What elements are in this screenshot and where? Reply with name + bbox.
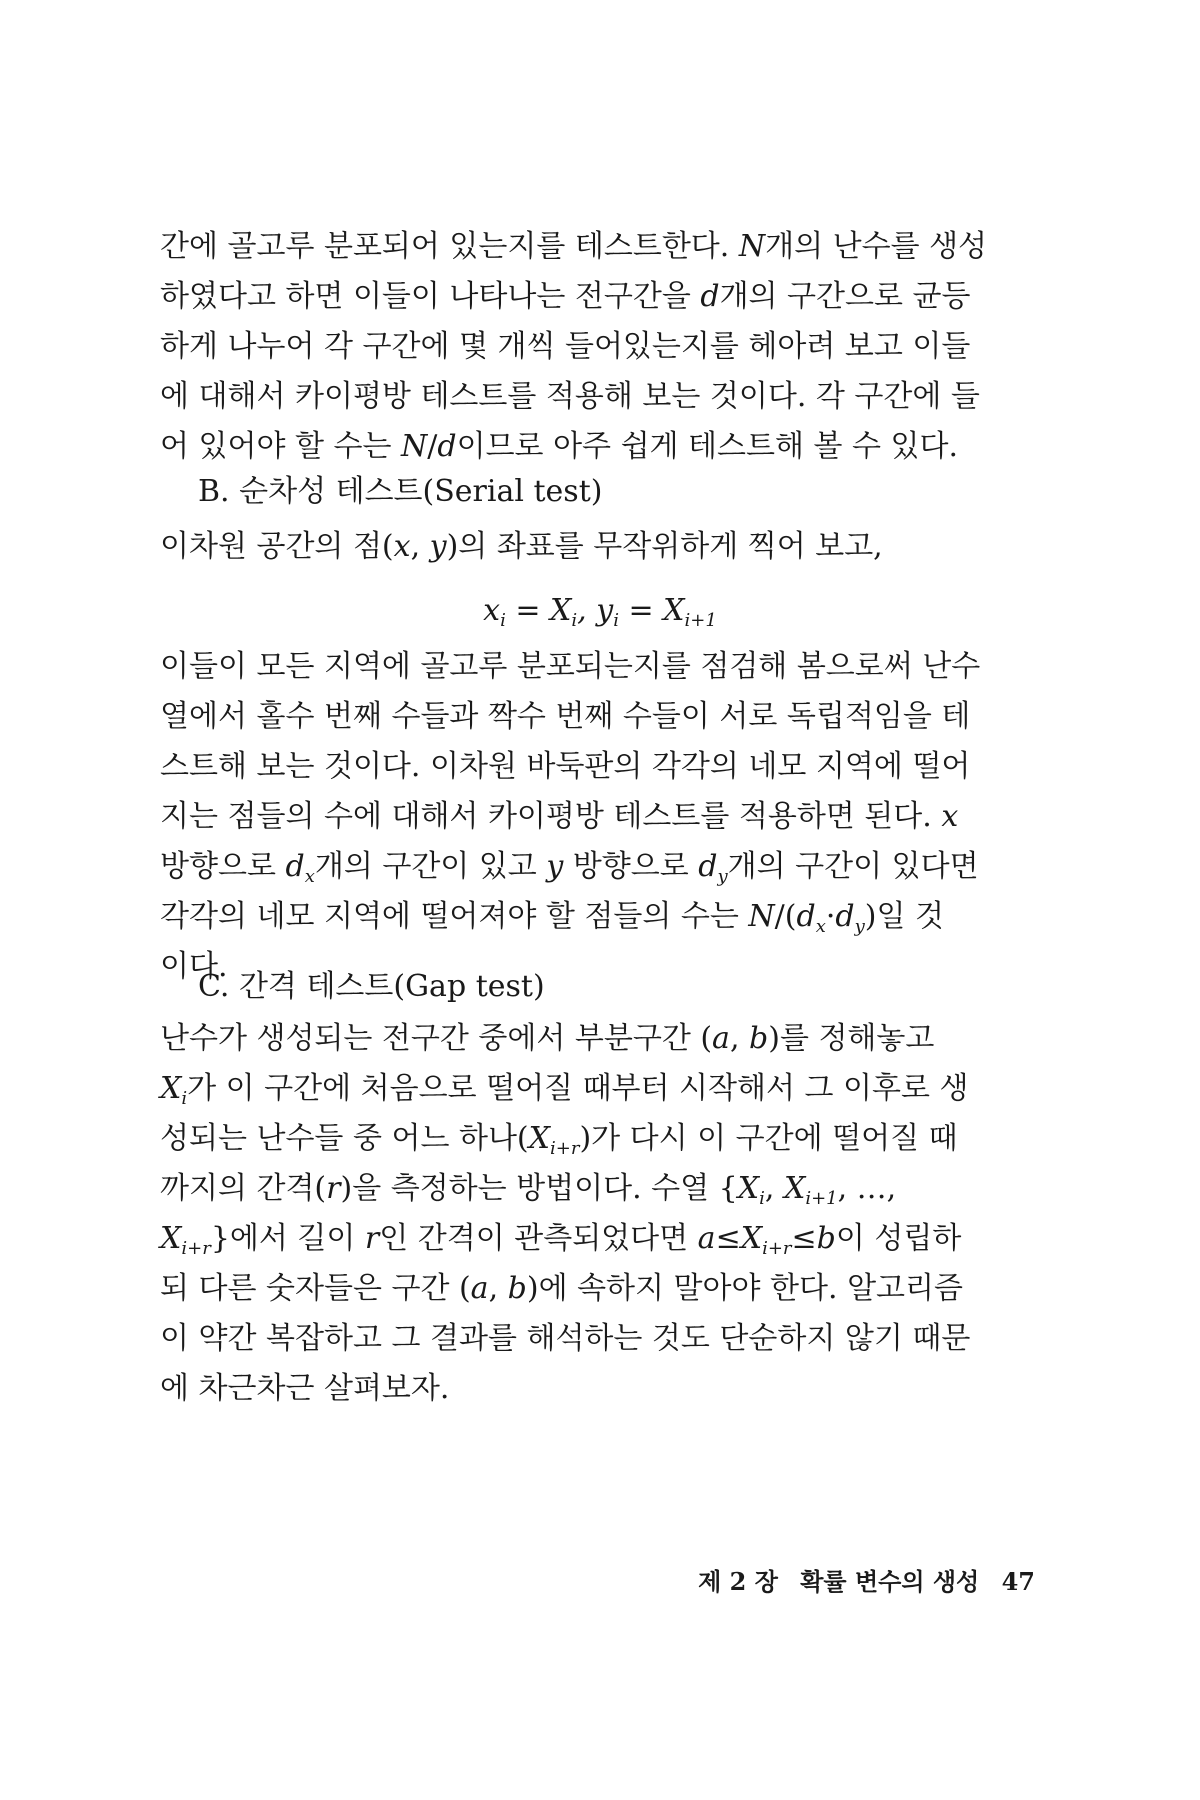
paragraph-text bbox=[160, 222, 1066, 472]
text-line: 이들이 모든 지역에 골고루 분포되는지를 점검해 봄으로써 난수 bbox=[160, 649, 981, 684]
paragraph-chi-square bbox=[160, 222, 1066, 472]
section-b-intro bbox=[160, 522, 1066, 572]
footer-chapter: 제 2 장 bbox=[698, 1567, 778, 1596]
section-b-body-text bbox=[160, 642, 1066, 992]
section-b-heading: B. 순차성 테스트(Serial test) bbox=[198, 474, 603, 509]
section-b-intro-text bbox=[160, 522, 1066, 572]
text-line: $X_i$가 이 구간에 처음으로 떨어질 때부터 시작해서 그 이후로 생 bbox=[160, 1071, 969, 1109]
serial-formula: $x_i = X_i$, $y_i = X_{i+1}$ bbox=[483, 593, 717, 631]
text-line: 간에 골고루 분포되어 있는지를 테스트한다. N개의 난수를 생성 bbox=[160, 229, 988, 264]
section-b-body bbox=[160, 642, 1066, 992]
text-line: $X_{i+r}$}에서 길이 r인 간격이 관측되었다면 $a\le X_{i+r}\le b$이 성립하 bbox=[160, 1221, 962, 1259]
text-line: 하였다고 하면 이들이 나타나는 전구간을 d개의 구간으로 균등 bbox=[160, 279, 971, 314]
text-line: 까지의 간격(r)을 측정하는 방법이다. 수열 {$X_i$, $X_{i+1}$, …, bbox=[160, 1171, 897, 1209]
page-number: 47 bbox=[1001, 1567, 1035, 1596]
text-line: 되 다른 숫자들은 구간 (a, b)에 속하지 말아야 한다. 알고리즘 bbox=[160, 1271, 963, 1306]
text-line: 에 차근차근 살펴보자. bbox=[160, 1371, 450, 1406]
footer-title: 확률 변수의 생성 bbox=[800, 1567, 980, 1596]
text-line: 스트해 보는 것이다. 이차원 바둑판의 각각의 네모 지역에 떨어 bbox=[160, 749, 971, 784]
page-footer bbox=[684, 1562, 1035, 1597]
text-line: 성되는 난수들 중 어느 하나$(X_{i+r})$가 다시 이 구간에 떨어질 때 bbox=[160, 1121, 958, 1159]
text-line: 에 대해서 카이평방 테스트를 적용해 보는 것이다. 각 구간에 들 bbox=[160, 379, 980, 414]
text-line: 이차원 공간의 점(x, y)의 좌표를 무작위하게 찍어 보고, bbox=[160, 529, 883, 564]
section-c-body bbox=[160, 1014, 1066, 1414]
text-line: 이 약간 복잡하고 그 결과를 해석하는 것도 단순하지 않기 때문 bbox=[160, 1321, 971, 1356]
text-line: 각각의 네모 지역에 떨어져야 할 점들의 수는 $N/(d_x\cdot d_y)$일 것 bbox=[160, 899, 944, 937]
text-line: 방향으로 $d_x$개의 구간이 있고 y 방향으로 $d_y$개의 구간이 있다면 bbox=[160, 849, 979, 887]
text-line: 어 있어야 할 수는 N/d이므로 아주 쉽게 테스트해 볼 수 있다. bbox=[160, 429, 959, 464]
section-c-heading: C. 간격 테스트(Gap test) bbox=[198, 969, 545, 1004]
text-line: 지는 점들의 수에 대해서 카이평방 테스트를 적용하면 된다. x bbox=[160, 799, 959, 834]
text-line: 이다. bbox=[160, 949, 228, 984]
text-line: 열에서 홀수 번째 수들과 짝수 번째 수들이 서로 독립적임을 테 bbox=[160, 699, 971, 734]
section-c-body-text bbox=[160, 1014, 1066, 1414]
text-line: 하게 나누어 각 구간에 몇 개씩 들어있는지를 헤아려 보고 이들 bbox=[160, 329, 971, 364]
text-line: 난수가 생성되는 전구간 중에서 부분구간 (a, b)를 정해놓고 bbox=[160, 1021, 935, 1056]
